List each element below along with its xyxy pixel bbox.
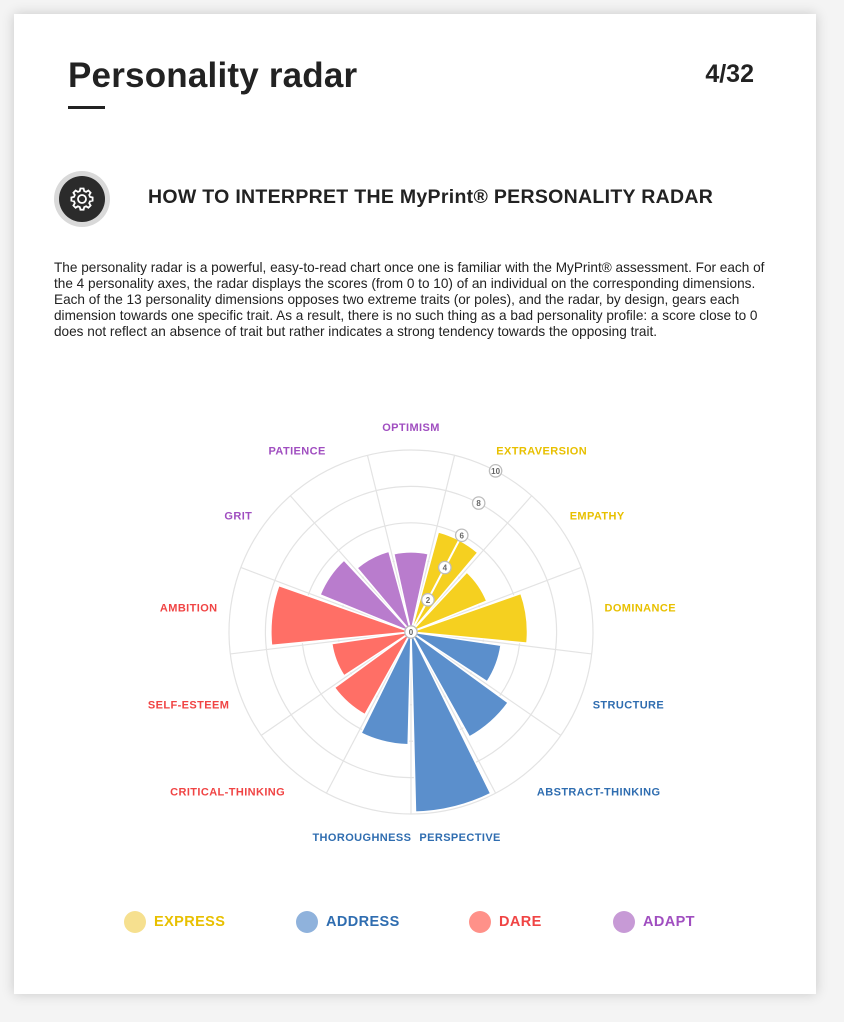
dimension-label-optimism: OPTIMISM xyxy=(382,422,440,434)
scale-tick-label: 8 xyxy=(476,499,481,509)
legend-label: ADDRESS xyxy=(326,914,400,930)
legend-label: ADAPT xyxy=(643,914,695,930)
page xyxy=(14,14,816,994)
legend-item-dare xyxy=(469,911,542,933)
legend-label: DARE xyxy=(499,914,542,930)
legend-dot xyxy=(124,911,146,933)
personality-radar-chart xyxy=(14,14,816,994)
dimension-label-grit: GRIT xyxy=(224,510,253,523)
scale-tick-label: 6 xyxy=(459,531,464,541)
dimension-label-perspective: PERSPECTIVE xyxy=(419,832,501,844)
dimension-label-dominance: DOMINANCE xyxy=(604,602,676,615)
scale-tick-label: 10 xyxy=(491,466,501,476)
dimension-label-ambition: AMBITION xyxy=(159,602,218,615)
legend-item-address xyxy=(296,911,400,933)
dimension-label-patience: PATIENCE xyxy=(268,445,326,458)
legend-label: EXPRESS xyxy=(154,914,226,930)
chart-legend xyxy=(124,911,724,937)
legend-dot xyxy=(613,911,635,933)
dimension-label-empathy: EMPATHY xyxy=(569,510,625,523)
legend-dot xyxy=(469,911,491,933)
scale-tick-label: 4 xyxy=(442,563,448,573)
dimension-label-critical-thinking: CRITICAL-THINKING xyxy=(170,786,286,799)
dimension-label-structure: STRUCTURE xyxy=(592,699,665,712)
intro-paragraph: The personality radar is a powerful, easy-to-read chart once one is familiar with the MyPrint® assessment. For each of the 4 personality axes, the radar displays the scores (from 0 to 10) of an individual on the corresponding dimensions. Each of the 13 personality dimensions opposes two extreme traits (or poles), and the radar, by design, gears each dimension towards one specific trait. As a result, there is no such thing as a bad personality profile: a score close to 0 does not reflect an absence of trait but rather indicates a strong tendency towards the opposing trait. xyxy=(54,260,765,339)
dimension-label-thoroughness: THOROUGHNESS xyxy=(312,832,412,844)
legend-item-adapt xyxy=(613,911,695,933)
legend-item-express xyxy=(124,911,225,933)
section-heading: HOW TO INTERPRET THE MyPrint® PERSONALITY RADAR xyxy=(148,186,714,208)
scale-tick-label: 2 xyxy=(425,595,431,605)
dimension-label-abstract-thinking: ABSTRACT-THINKING xyxy=(536,786,661,799)
page-number: 4/32 xyxy=(705,60,754,88)
page-title: Personality radar xyxy=(68,56,358,95)
legend-dot xyxy=(296,911,318,933)
scale-tick-label: 0 xyxy=(408,628,414,637)
dimension-label-self-esteem: SELF-ESTEEM xyxy=(147,699,230,712)
dimension-label-extraversion: EXTRAVERSION xyxy=(496,445,588,458)
